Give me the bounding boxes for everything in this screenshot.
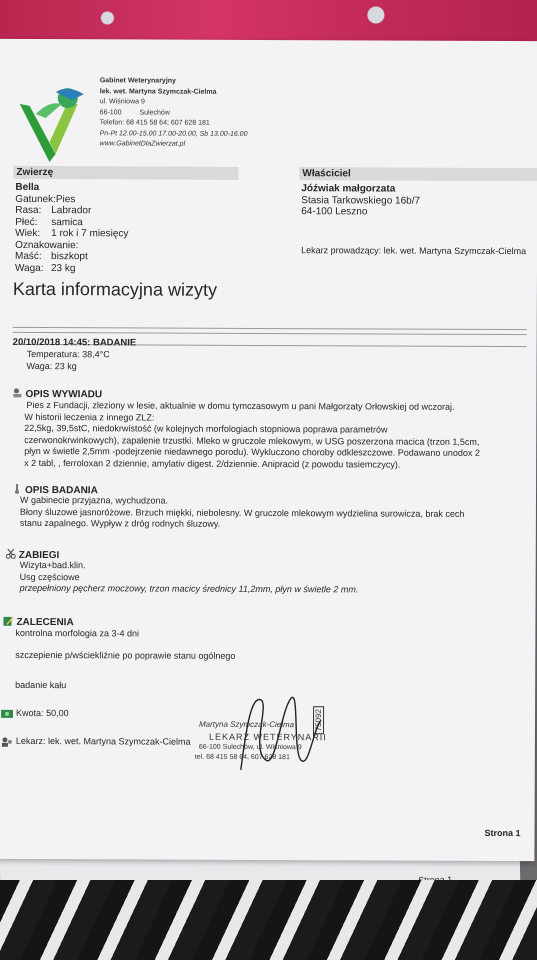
stamp-title: LEKARZ WETERYNARII xyxy=(208,731,327,743)
history-line: W historii leczenia z innego ZLZ: xyxy=(24,411,155,423)
marking-label: Oznakowanie: xyxy=(15,239,79,251)
clinic-info xyxy=(100,76,248,150)
scissors-icon xyxy=(6,549,16,559)
recommendation-line: kontrolna morfologia za 3-4 dni xyxy=(15,627,140,639)
history-line: płyn w świetle 2,5mm -podejrzenie niedawnego porodu). Wykluczono choroby odkleszczowe. Podawano unodox 2 xyxy=(24,445,480,458)
exam-heading: OPIS BADANIA xyxy=(25,484,98,497)
weight-label: Waga: xyxy=(14,262,44,274)
procedure-line: przepełniony pęcherz moczowy, trzon macicy średnicy 11,2mm, płyn w świetle 2 mm. xyxy=(19,582,359,595)
clinic-phone: Telefon: 68 415 58 64; 607 628 181 xyxy=(99,119,210,127)
doctor-row xyxy=(1,736,191,747)
interview-icon xyxy=(12,388,22,398)
procedures-heading: ZABIEGI xyxy=(18,549,60,562)
sex-label: Płeć: xyxy=(15,216,38,228)
pencil-note-icon xyxy=(3,616,13,626)
animal-section-header: Zwierzę xyxy=(13,166,238,180)
visit-vitals xyxy=(27,348,110,372)
clinic-website[interactable]: www.GabinetDlaZwierzat.pl xyxy=(99,140,186,148)
weight-value: 23 kg xyxy=(50,262,76,274)
document-sheet xyxy=(0,39,537,861)
procedures-text xyxy=(20,560,526,597)
stamp-name: Martyna Szymczak-Cielma xyxy=(198,719,295,730)
clinic-street: ul. Wiśniowa 9 xyxy=(99,98,145,106)
visit-header-row xyxy=(13,332,527,347)
species-value: Pies xyxy=(55,193,76,205)
sex-value: samica xyxy=(51,216,83,228)
owner-name: Jóźwiak małgorzata xyxy=(301,183,396,195)
doctor-stamp xyxy=(191,700,341,781)
age-label: Wiek: xyxy=(15,227,41,240)
owner-street: Stasia Tarkowskiego 16b/7 xyxy=(301,194,421,207)
recommendations-heading: ZALECENIA xyxy=(16,616,74,629)
history-line: x 2 tabl, , ferroloxan 2 dziennie, amylativ digest. 2/dziennie. Anipracid (z powodu tasiemczycy). xyxy=(24,457,401,470)
age-value: 1 rok i 7 miesięcy xyxy=(51,228,129,240)
clinic-hours: Pn-Pt 12.00-15.00 17.00-20.00, Sb 13.00-16.00 xyxy=(99,129,248,138)
recommendation-line: szczepienie p/wściekliźnie po poprawie stanu ogólnego xyxy=(15,649,236,661)
divider xyxy=(13,327,527,330)
history-line: Pies z Fundacji, zleziony w lesie, aktualnie w domu tymczasowym u pani Małgorzaty Orłowskiej od wczoraj. xyxy=(26,399,455,412)
background-fabric-bottom xyxy=(0,880,537,960)
thermometer-icon xyxy=(12,484,22,494)
history-text xyxy=(26,400,526,471)
species-label: Gatunek: xyxy=(15,193,56,205)
owner-city: 64-100 Leszno xyxy=(301,206,368,218)
money-icon xyxy=(1,708,13,718)
clinic-name: Gabinet Weterynaryjny xyxy=(99,77,176,85)
clinic-doctor: lek. wet. Martyna Szymczak-Cielma xyxy=(99,87,217,96)
history-heading: OPIS WYWIADU xyxy=(25,388,103,401)
attending-vet: Lekarz prowadzący: lek. wet. Martyna Szymczak-Cielma xyxy=(301,245,527,257)
color-value: biszkopt xyxy=(51,251,88,263)
breed-label: Rasa: xyxy=(15,204,42,217)
exam-text xyxy=(20,495,526,532)
page-title: Karta informacyjna wizyty xyxy=(12,278,218,300)
clinic-postal: 66-100 xyxy=(99,108,122,116)
history-line: czerwonokrwinkowych), zapalenie trzustki. Mleko w gruczole mlekowym, w USG poszerzona macica (trzon 1,5cm, xyxy=(24,434,480,447)
doctor-name: Lekarz: lek. wet. Martyna Szymczak-Cielma xyxy=(15,735,191,747)
procedure-line: Wizyta+bad.klin. xyxy=(19,559,86,571)
history-line: 22,5kg, 39,5stC, niedokrwistość (w kolejnych morfologiach stopniowa poprawa parametrów xyxy=(24,422,388,435)
animal-name: Bella xyxy=(15,181,40,194)
visit-header: 20/10/2018 14:45: BADANIE xyxy=(12,336,137,349)
exam-line: stanu zapalnego. Wypływ z dróg rodnych śluzowy. xyxy=(19,517,221,529)
clinic-city: Sulechów xyxy=(139,108,170,117)
doctor-icon xyxy=(1,736,13,746)
stamp-phone: tel. 68 415 58 64, 607 628 181 xyxy=(194,753,290,762)
stamp-address: 66-100 Sulechów, ul. Wiśniowa 9 xyxy=(198,743,302,752)
clinic-logo-icon xyxy=(15,84,87,164)
animal-details xyxy=(15,182,129,274)
procedure-line: Usg częściowe xyxy=(19,571,80,582)
owner-section-header: Właściciel xyxy=(299,167,537,181)
fee-row xyxy=(1,708,69,719)
fee: Kwota: 50,00 xyxy=(16,707,69,719)
exam-line: W gabinecie przyjazna, wychudzona. xyxy=(19,494,169,506)
recommendation-line: badanie kału xyxy=(15,679,67,691)
breed-value: Labrador xyxy=(51,205,92,217)
color-label: Maść: xyxy=(15,250,42,263)
stamp-number: 75092 xyxy=(313,706,324,734)
owner-details xyxy=(301,183,420,218)
visit-weight: Waga: 23 kg xyxy=(26,360,77,372)
page-number: Strona 1 xyxy=(484,827,521,839)
temperature: Temperatura: 38,4°C xyxy=(26,348,110,360)
exam-line: Błony śluzowe jasnoróżowe. Brzuch miękki, niebolesny. W gruczole mlekowym wydzielina surowicza, brak cech xyxy=(19,506,465,519)
